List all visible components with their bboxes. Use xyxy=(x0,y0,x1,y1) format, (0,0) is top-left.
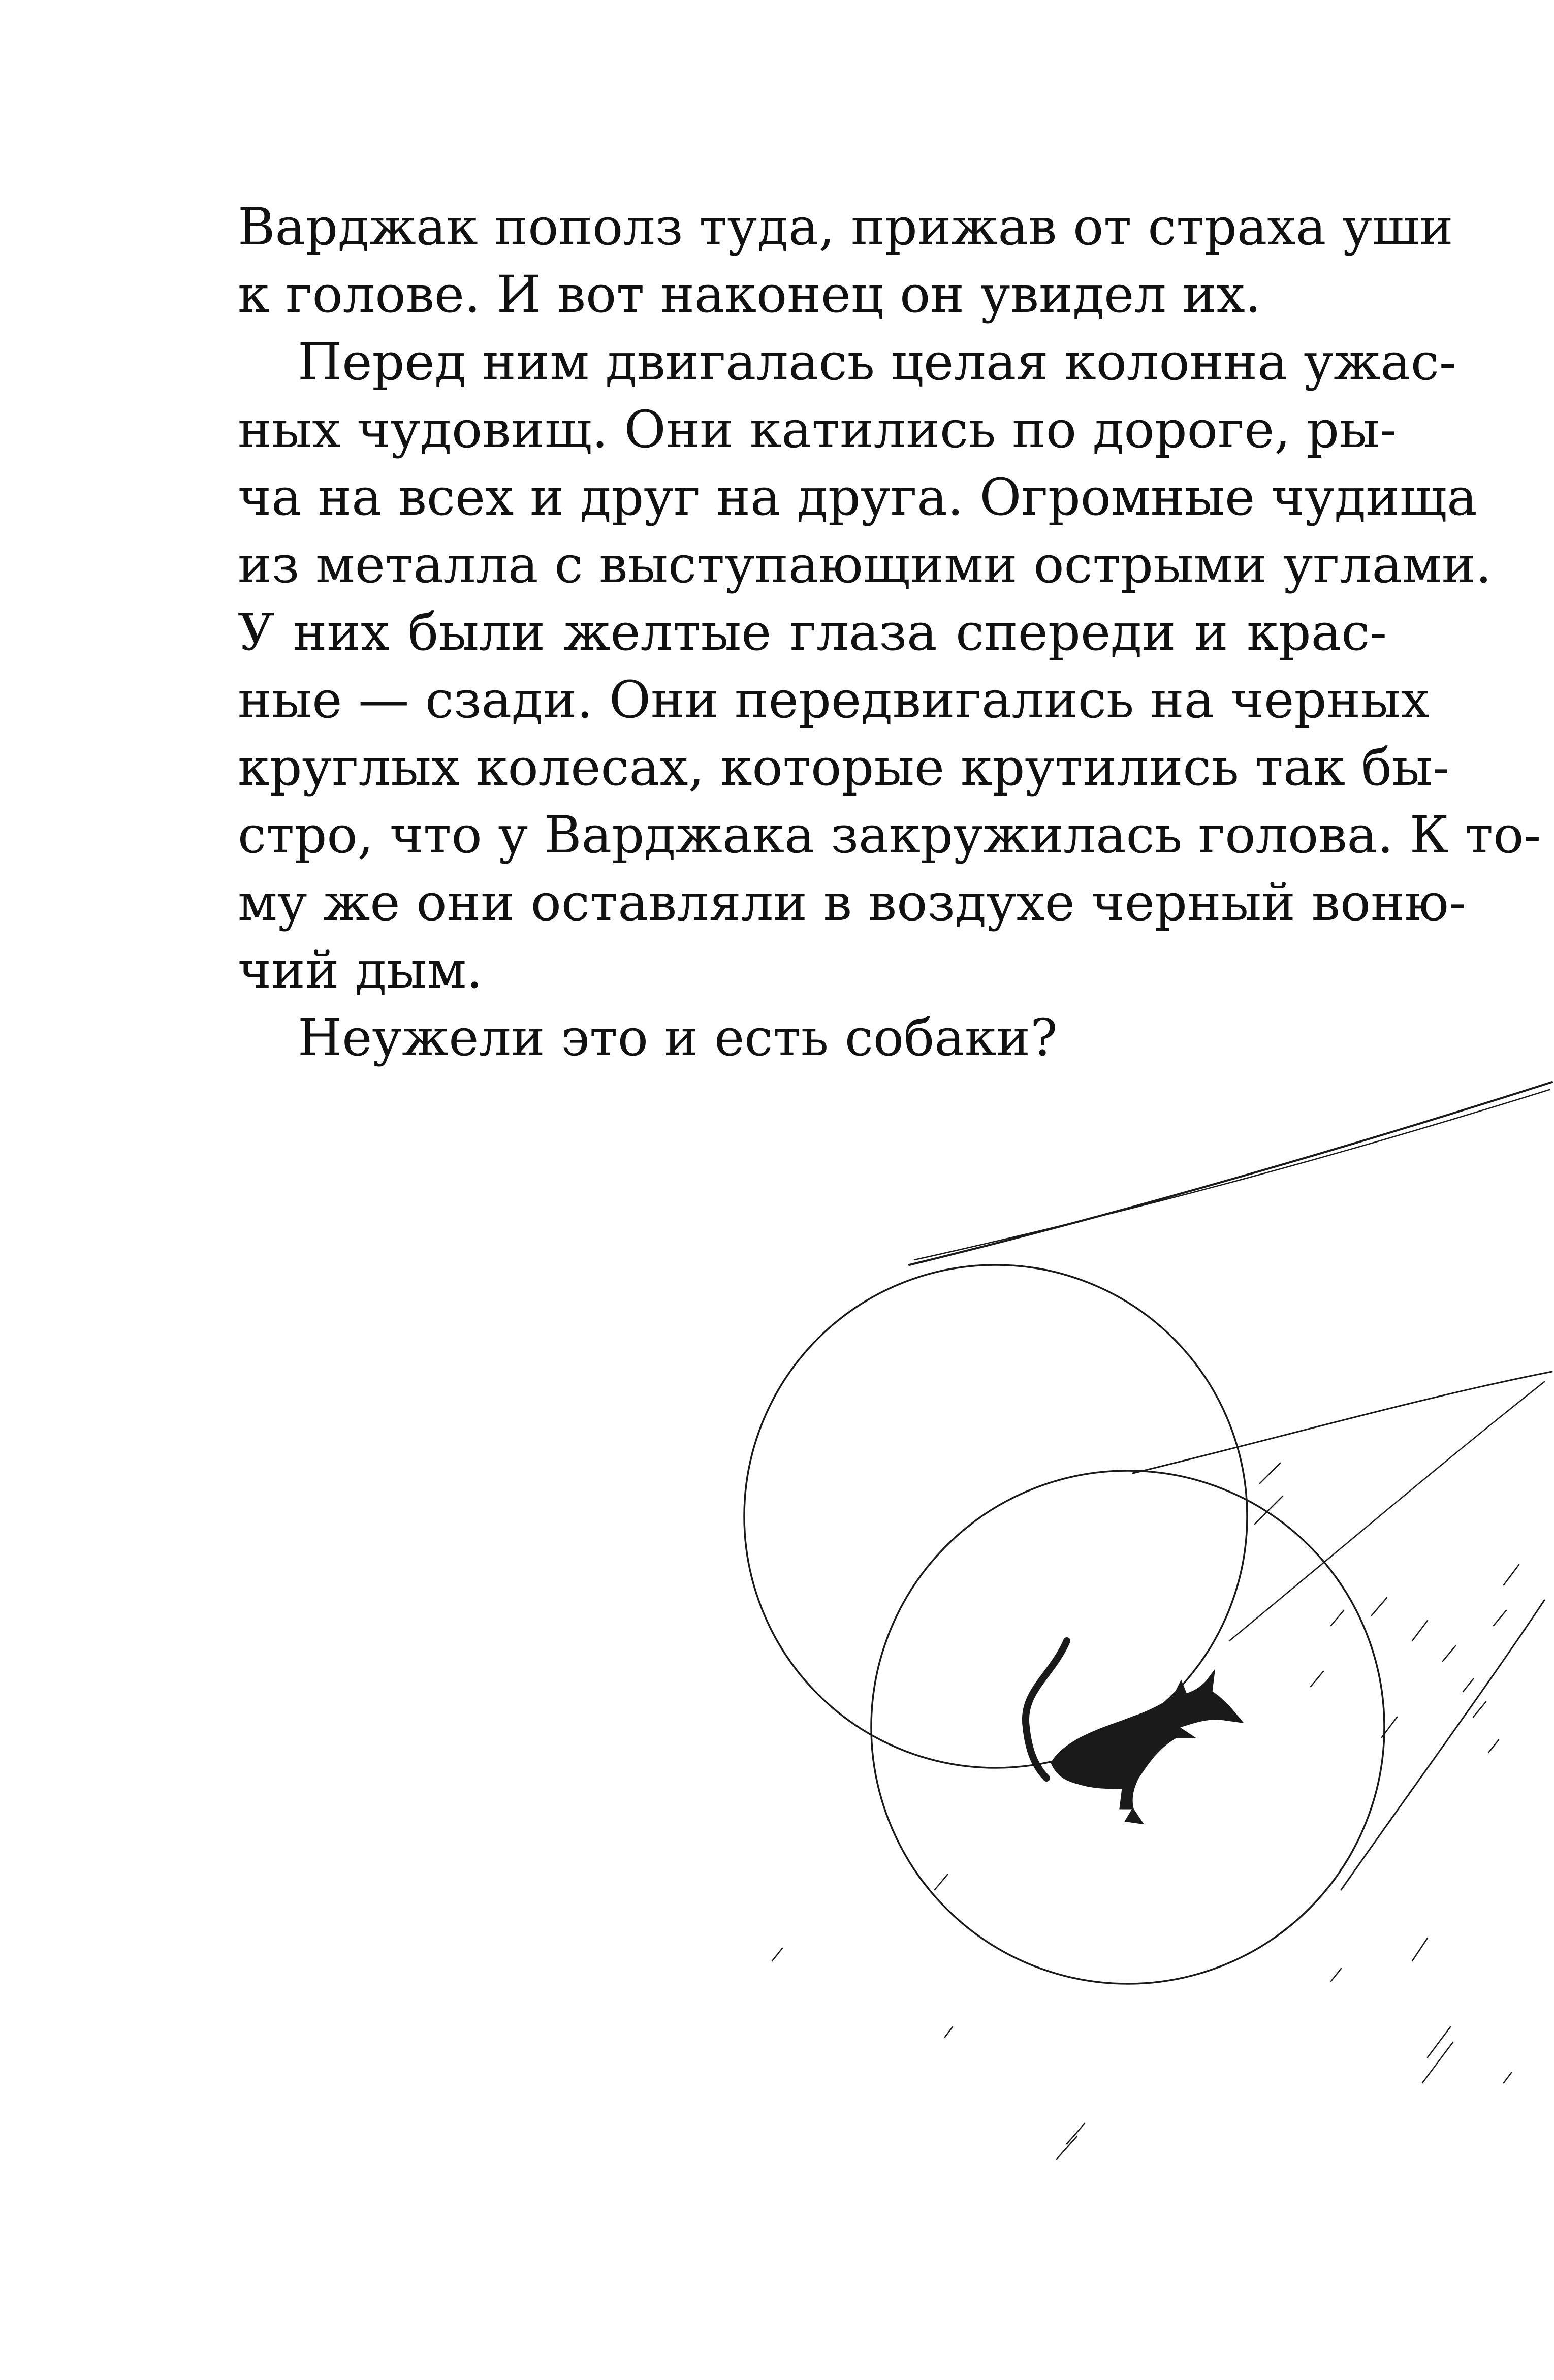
cat-in-headlight-illustration xyxy=(711,1067,1554,2235)
text-line: Варджак пополз туда, прижав от страха уши xyxy=(238,197,1453,257)
text-line: Перед ним двигалась целая колонна ужас- xyxy=(298,332,1456,392)
beam-bottom-edge xyxy=(1341,1600,1544,1890)
beam-top-edge xyxy=(909,1082,1552,1265)
beam-middle-edge xyxy=(1133,1372,1552,1473)
hatch-marks xyxy=(772,1463,1519,2159)
beam-lower-edge xyxy=(1229,1382,1544,1641)
text-line: ных чудовищ. Они катились по дороге, ры- xyxy=(238,400,1397,459)
text-line: му же они оставляли в воздухе черный воню- xyxy=(238,873,1466,932)
headlight-circle-upper xyxy=(744,1265,1247,1768)
beam-top-edge-2 xyxy=(914,1090,1549,1260)
text-line: из металла с выступающими острыми углами. xyxy=(238,535,1492,594)
text-line: ча на всех и друг на друга. Огромные чудища xyxy=(238,467,1477,527)
text-line: чий дым. xyxy=(238,940,483,1000)
text-line: круглых колесах, которые крутились так бы- xyxy=(238,738,1450,797)
body-text xyxy=(238,193,1541,1071)
text-line: У них были желтые глаза спереди и крас- xyxy=(238,602,1387,662)
text-line: Неужели это и есть собаки? xyxy=(298,1008,1058,1067)
cat-silhouette xyxy=(1026,1641,1242,1824)
text-line: ные — сзади. Они передвигались на черных xyxy=(238,670,1430,729)
text-line: к голове. И вот наконец он увидел их. xyxy=(238,265,1261,324)
text-line: стро, что у Варджака закружилась голова. К то- xyxy=(238,805,1541,865)
